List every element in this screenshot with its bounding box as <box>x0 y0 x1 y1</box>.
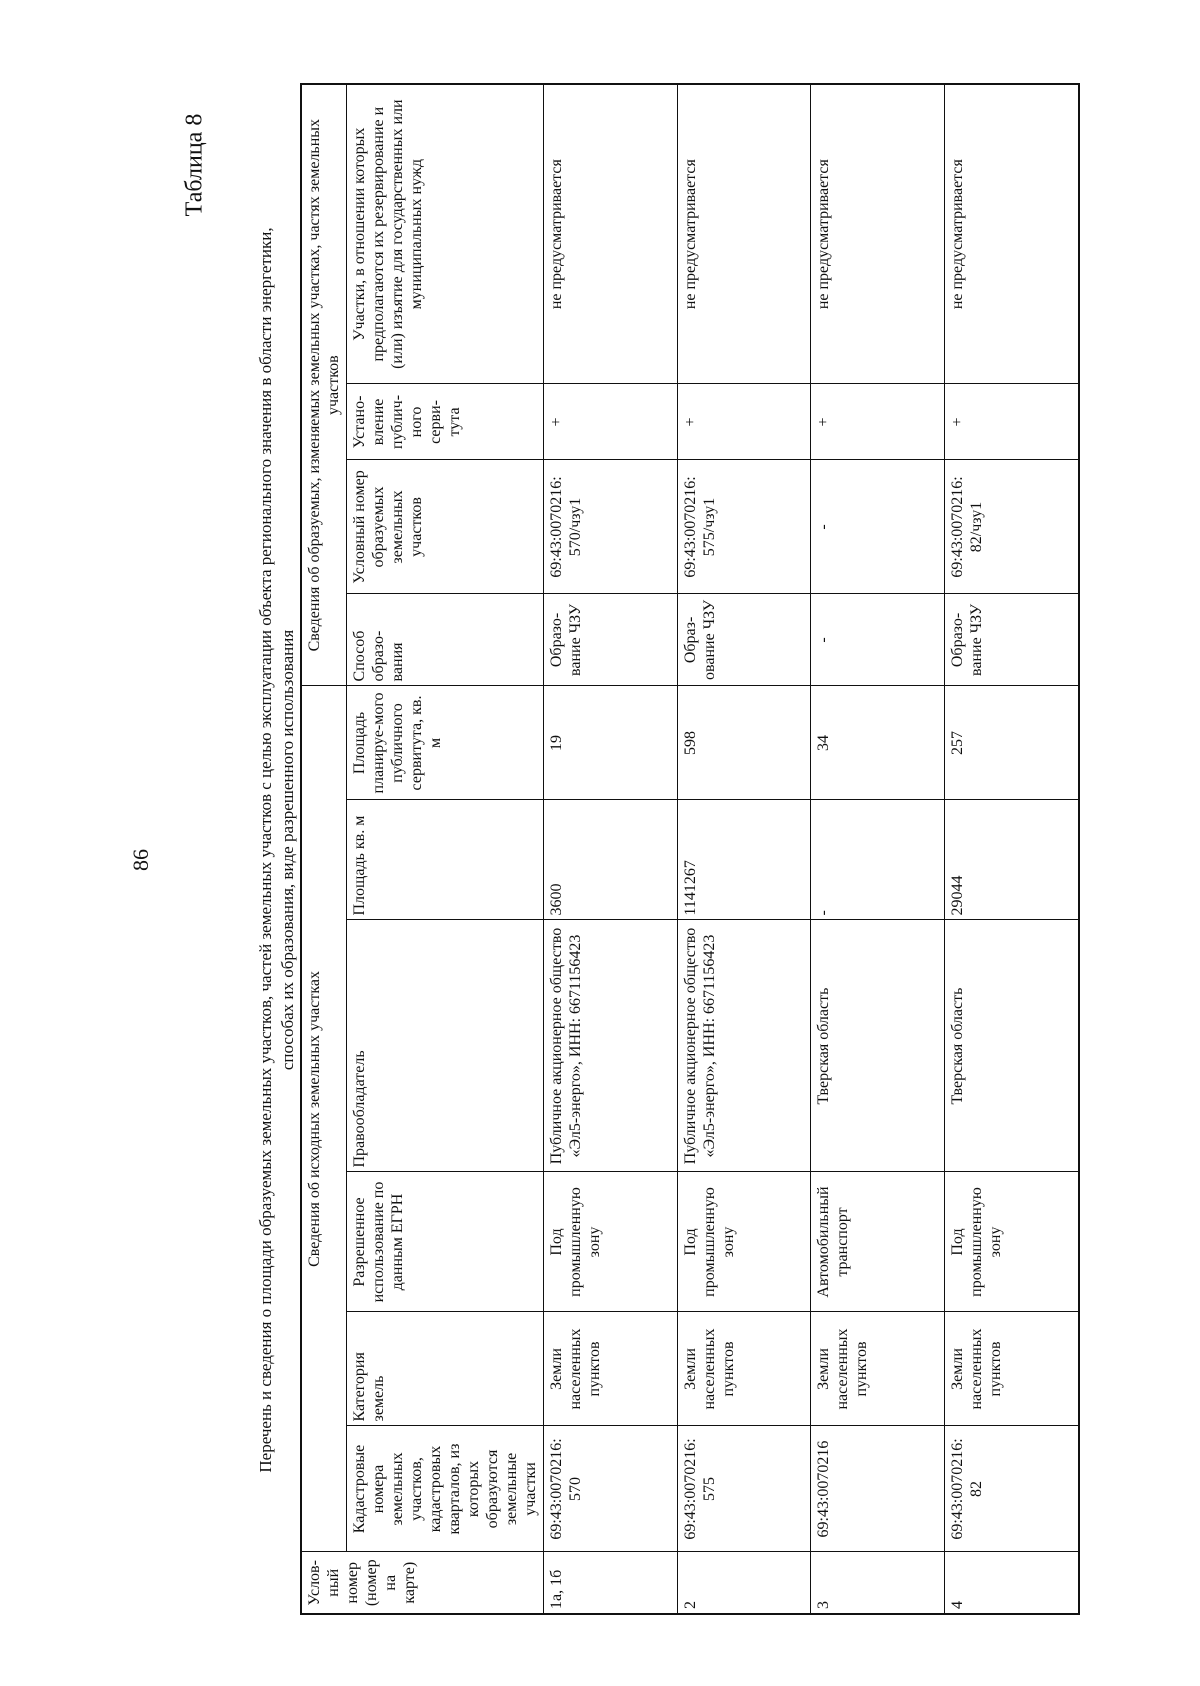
cell-cond-number: - <box>811 460 945 594</box>
cell-num: 2 <box>677 1552 811 1614</box>
cell-reserve: не предусматривается <box>544 84 678 384</box>
cell-servitude-area: 34 <box>811 686 945 800</box>
cell-method: - <box>811 594 945 686</box>
cell-servitude-area: 19 <box>544 686 678 800</box>
rotated-table-sheet <box>254 85 1080 1615</box>
cell-reserve: не предусматривается <box>677 84 811 384</box>
cell-num: 3 <box>811 1552 945 1614</box>
cell-category: Земли населенных пунктов <box>677 1312 811 1426</box>
cell-cadastral: 69:43:0070216 <box>811 1426 945 1552</box>
header-cond-number: Условный номер образуемых земельных участков <box>347 460 544 594</box>
header-servitude: Устано-вление публич-ного серви-тута <box>347 384 544 460</box>
cell-servitude: + <box>811 384 945 460</box>
cell-cadastral: 69:43:0070216: 570 <box>544 1426 678 1552</box>
cell-cond-number: 69:43:0070216: 575/чзу1 <box>677 460 811 594</box>
cell-owner: Тверская область <box>811 920 945 1172</box>
cell-owner: Публичное акционерное общество «Эл5-энерго», ИНН: 6671156423 <box>544 920 678 1172</box>
cell-permitted-use: Под промышленную зону <box>677 1172 811 1312</box>
cell-cond-number: 69:43:0070216: 570/чзу1 <box>544 460 678 594</box>
cell-area: - <box>811 800 945 920</box>
land-plots-table <box>300 83 1080 1615</box>
cell-method: Образ-ование ЧЗУ <box>677 594 811 686</box>
header-permitted-use: Разрешенное использование по данным ЕГРН <box>347 1172 544 1312</box>
header-cond-num: Услов-ный номер (номер на карте) <box>301 1552 544 1614</box>
cell-servitude-area: 598 <box>677 686 811 800</box>
table-row <box>811 84 945 1614</box>
page-number: 86 <box>128 849 153 871</box>
cell-permitted-use: Автомобильный транспорт <box>811 1172 945 1312</box>
header-method: Способ образо-вания <box>347 594 544 686</box>
cell-owner: Публичное акционерное общество «Эл5-энерго», ИНН: 6671156423 <box>677 920 811 1172</box>
cell-area: 1141267 <box>677 800 811 920</box>
table-label: Таблица 8 <box>181 113 208 217</box>
cell-reserve: не предусматривается <box>811 84 945 384</box>
header-servitude-area: Площадь планируе-мого публичного сервитута, кв. м <box>347 686 544 800</box>
cell-cadastral: 69:43:0070216: 82 <box>945 1426 1079 1552</box>
cell-category: Земли населенных пунктов <box>811 1312 945 1426</box>
table-row <box>677 84 811 1614</box>
cell-category: Земли населенных пунктов <box>544 1312 678 1426</box>
table-title-line-1: Перечень и сведения о площади образуемых земельных участков, частей земельных участков с целью эксплуатации объекта регионального значения в области энергетики, <box>256 227 275 1473</box>
cell-area: 3600 <box>544 800 678 920</box>
cell-permitted-use: Под промышленную зону <box>544 1172 678 1312</box>
table-row <box>945 84 1079 1614</box>
header-area: Площадь кв. м <box>347 800 544 920</box>
cell-permitted-use: Под промышленную зону <box>945 1172 1079 1312</box>
table-title-line-2: способах их образования, виде разрешенного использования <box>278 629 297 1071</box>
cell-num: 1а, 1б <box>544 1552 678 1614</box>
cell-num: 4 <box>945 1552 1079 1614</box>
cell-servitude: + <box>677 384 811 460</box>
cell-servitude: + <box>945 384 1079 460</box>
cell-method: Образо-вание ЧЗУ <box>945 594 1079 686</box>
header-cadastral: Кадастровые номера земельных участков, кадастровых кварталов, из которых образуются земельные участки <box>347 1426 544 1552</box>
cell-method: Образо-вание ЧЗУ <box>544 594 678 686</box>
table-title <box>254 85 300 1615</box>
table-row <box>544 84 678 1614</box>
cell-reserve: не предусматривается <box>945 84 1079 384</box>
cell-area: 29044 <box>945 800 1079 920</box>
header-owner: Правообладатель <box>347 920 544 1172</box>
header-reserve: Участки, в отношении которых предполагаются их резервирование и (или) изъятие для государственных или муниципальных нужд <box>347 84 544 384</box>
cell-servitude-area: 257 <box>945 686 1079 800</box>
cell-servitude: + <box>544 384 678 460</box>
header-group-source: Сведения об исходных земельных участках <box>301 686 347 1552</box>
cell-cond-number: 69:43:0070216: 82/чзу1 <box>945 460 1079 594</box>
cell-category: Земли населенных пунктов <box>945 1312 1079 1426</box>
header-category: Категория земель <box>347 1312 544 1426</box>
cell-owner: Тверская область <box>945 920 1079 1172</box>
cell-cadastral: 69:43:0070216: 575 <box>677 1426 811 1552</box>
header-group-formed: Сведения об образуемых, изменяемых земельных участках, частях земельных участков <box>301 84 347 686</box>
